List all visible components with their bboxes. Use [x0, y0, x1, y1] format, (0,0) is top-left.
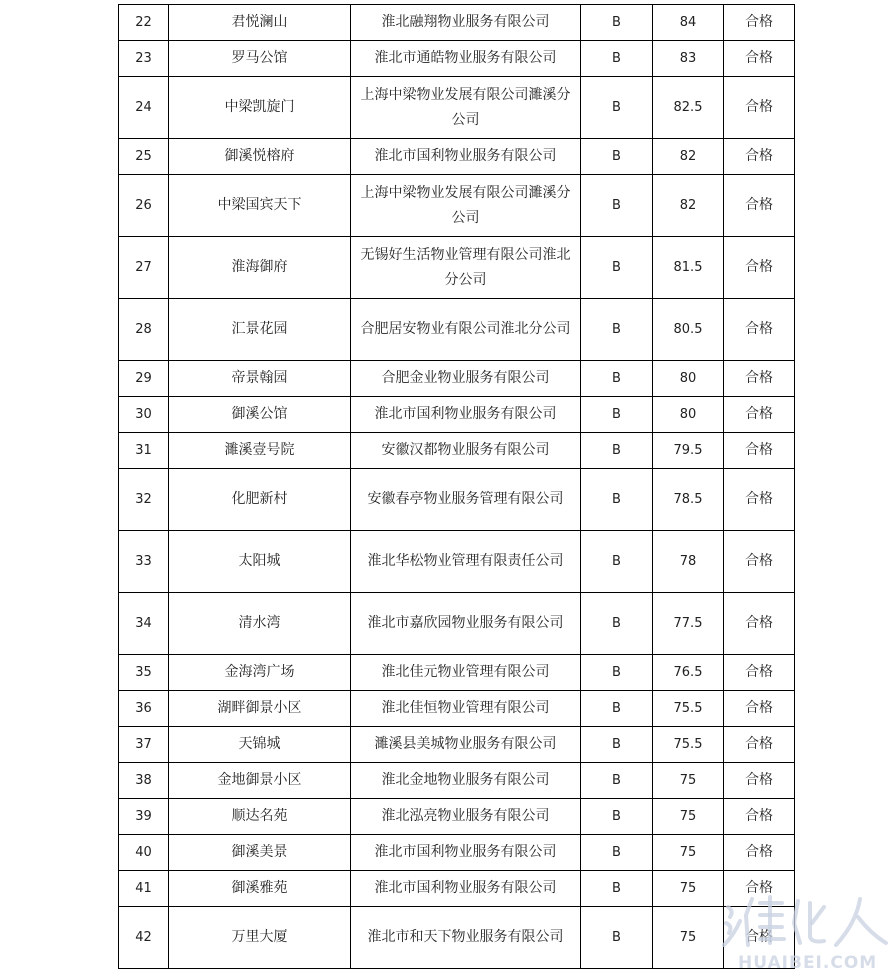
project-name: 淮海御府 — [169, 237, 351, 299]
company-name: 合肥居安物业有限公司淮北分公司 — [351, 299, 581, 361]
grade-cell: B — [581, 835, 653, 871]
grade-cell: B — [581, 299, 653, 361]
row-number: 29 — [119, 361, 169, 397]
row-number: 32 — [119, 469, 169, 531]
result-cell: 合格 — [724, 691, 795, 727]
table-row — [119, 691, 795, 727]
grade-cell: B — [581, 871, 653, 907]
table-row — [119, 907, 795, 969]
row-number: 36 — [119, 691, 169, 727]
table-row — [119, 871, 795, 907]
result-cell: 合格 — [724, 299, 795, 361]
grade-cell: B — [581, 397, 653, 433]
result-cell: 合格 — [724, 763, 795, 799]
project-name: 御溪雅苑 — [169, 871, 351, 907]
grade-cell: B — [581, 41, 653, 77]
company-name: 淮北市通皓物业服务有限公司 — [351, 41, 581, 77]
table-row — [119, 531, 795, 593]
result-cell: 合格 — [724, 593, 795, 655]
company-name: 淮北市国利物业服务有限公司 — [351, 835, 581, 871]
row-number: 42 — [119, 907, 169, 969]
result-cell: 合格 — [724, 799, 795, 835]
grade-cell: B — [581, 907, 653, 969]
company-name: 淮北融翔物业服务有限公司 — [351, 5, 581, 41]
row-number: 40 — [119, 835, 169, 871]
grade-cell: B — [581, 763, 653, 799]
score-cell: 80 — [653, 397, 724, 433]
table-row — [119, 361, 795, 397]
company-name: 淮北市国利物业服务有限公司 — [351, 871, 581, 907]
table-row — [119, 593, 795, 655]
grade-cell: B — [581, 691, 653, 727]
project-name: 万里大厦 — [169, 907, 351, 969]
grade-cell: B — [581, 237, 653, 299]
project-name: 御溪悦榕府 — [169, 139, 351, 175]
result-cell: 合格 — [724, 361, 795, 397]
result-cell: 合格 — [724, 655, 795, 691]
score-cell: 78 — [653, 531, 724, 593]
grade-cell: B — [581, 139, 653, 175]
grade-cell: B — [581, 655, 653, 691]
company-name: 淮北金地物业服务有限公司 — [351, 763, 581, 799]
row-number: 35 — [119, 655, 169, 691]
table-row — [119, 469, 795, 531]
table-row — [119, 175, 795, 237]
table-row — [119, 77, 795, 139]
grade-cell: B — [581, 469, 653, 531]
grade-cell: B — [581, 531, 653, 593]
result-cell: 合格 — [724, 237, 795, 299]
result-cell: 合格 — [724, 871, 795, 907]
project-name: 帝景翰园 — [169, 361, 351, 397]
score-cell: 80.5 — [653, 299, 724, 361]
company-name: 淮北市嘉欣园物业服务有限公司 — [351, 593, 581, 655]
table-row — [119, 763, 795, 799]
row-number: 41 — [119, 871, 169, 907]
table-row — [119, 799, 795, 835]
table-row — [119, 41, 795, 77]
row-number: 39 — [119, 799, 169, 835]
project-name: 金海湾广场 — [169, 655, 351, 691]
score-cell: 76.5 — [653, 655, 724, 691]
score-cell: 82.5 — [653, 77, 724, 139]
grade-cell: B — [581, 727, 653, 763]
table-row — [119, 835, 795, 871]
table-row — [119, 139, 795, 175]
watermark-domain: HUAIBEI.COM — [738, 953, 878, 973]
row-number: 28 — [119, 299, 169, 361]
grade-cell: B — [581, 5, 653, 41]
grade-cell: B — [581, 799, 653, 835]
table-row — [119, 397, 795, 433]
result-cell: 合格 — [724, 433, 795, 469]
company-name: 安徽汉都物业服务有限公司 — [351, 433, 581, 469]
score-cell: 75 — [653, 835, 724, 871]
row-number: 34 — [119, 593, 169, 655]
grade-cell: B — [581, 175, 653, 237]
score-cell: 78.5 — [653, 469, 724, 531]
score-cell: 79.5 — [653, 433, 724, 469]
table-row — [119, 655, 795, 691]
property-rating-table — [118, 4, 795, 969]
table-row — [119, 237, 795, 299]
project-name: 化肥新村 — [169, 469, 351, 531]
company-name: 无锡好生活物业管理有限公司淮北分公司 — [351, 237, 581, 299]
score-cell: 75 — [653, 763, 724, 799]
score-cell: 83 — [653, 41, 724, 77]
grade-cell: B — [581, 77, 653, 139]
result-cell: 合格 — [724, 175, 795, 237]
project-name: 中梁国宾天下 — [169, 175, 351, 237]
table-row — [119, 299, 795, 361]
result-cell: 合格 — [724, 531, 795, 593]
project-name: 罗马公馆 — [169, 41, 351, 77]
project-name: 汇景花园 — [169, 299, 351, 361]
project-name: 君悦澜山 — [169, 5, 351, 41]
score-cell: 75.5 — [653, 727, 724, 763]
score-cell: 82 — [653, 139, 724, 175]
project-name: 太阳城 — [169, 531, 351, 593]
score-cell: 75 — [653, 799, 724, 835]
project-name: 顺达名苑 — [169, 799, 351, 835]
project-name: 天锦城 — [169, 727, 351, 763]
result-cell: 合格 — [724, 835, 795, 871]
table-row — [119, 727, 795, 763]
score-cell: 75 — [653, 907, 724, 969]
result-cell: 合格 — [724, 41, 795, 77]
company-name: 上海中梁物业发展有限公司濉溪分公司 — [351, 77, 581, 139]
row-number: 31 — [119, 433, 169, 469]
result-cell: 合格 — [724, 77, 795, 139]
row-number: 24 — [119, 77, 169, 139]
row-number: 37 — [119, 727, 169, 763]
row-number: 38 — [119, 763, 169, 799]
company-name: 淮北市和天下物业服务有限公司 — [351, 907, 581, 969]
project-name: 濉溪壹号院 — [169, 433, 351, 469]
company-name: 淮北佳恒物业管理有限公司 — [351, 691, 581, 727]
row-number: 33 — [119, 531, 169, 593]
result-cell: 合格 — [724, 397, 795, 433]
company-name: 濉溪县美城物业服务有限公司 — [351, 727, 581, 763]
result-cell: 合格 — [724, 907, 795, 969]
company-name: 淮北市国利物业服务有限公司 — [351, 139, 581, 175]
result-cell: 合格 — [724, 5, 795, 41]
company-name: 上海中梁物业发展有限公司濉溪分公司 — [351, 175, 581, 237]
row-number: 23 — [119, 41, 169, 77]
score-cell: 77.5 — [653, 593, 724, 655]
row-number: 22 — [119, 5, 169, 41]
project-name: 御溪公馆 — [169, 397, 351, 433]
table-row — [119, 5, 795, 41]
score-cell: 75.5 — [653, 691, 724, 727]
rating-table-container — [118, 4, 794, 969]
company-name: 淮北市国利物业服务有限公司 — [351, 397, 581, 433]
result-cell: 合格 — [724, 727, 795, 763]
grade-cell: B — [581, 433, 653, 469]
row-number: 25 — [119, 139, 169, 175]
row-number: 26 — [119, 175, 169, 237]
score-cell: 82 — [653, 175, 724, 237]
project-name: 御溪美景 — [169, 835, 351, 871]
result-cell: 合格 — [724, 469, 795, 531]
project-name: 中梁凯旋门 — [169, 77, 351, 139]
score-cell: 75 — [653, 871, 724, 907]
score-cell: 81.5 — [653, 237, 724, 299]
grade-cell: B — [581, 361, 653, 397]
table-row — [119, 433, 795, 469]
company-name: 淮北佳元物业管理有限公司 — [351, 655, 581, 691]
row-number: 30 — [119, 397, 169, 433]
result-cell: 合格 — [724, 139, 795, 175]
row-number: 27 — [119, 237, 169, 299]
company-name: 合肥金业物业服务有限公司 — [351, 361, 581, 397]
score-cell: 80 — [653, 361, 724, 397]
company-name: 淮北泓亮物业服务有限公司 — [351, 799, 581, 835]
company-name: 安徽春亭物业服务管理有限公司 — [351, 469, 581, 531]
project-name: 湖畔御景小区 — [169, 691, 351, 727]
project-name: 金地御景小区 — [169, 763, 351, 799]
score-cell: 84 — [653, 5, 724, 41]
grade-cell: B — [581, 593, 653, 655]
company-name: 淮北华松物业管理有限责任公司 — [351, 531, 581, 593]
project-name: 清水湾 — [169, 593, 351, 655]
